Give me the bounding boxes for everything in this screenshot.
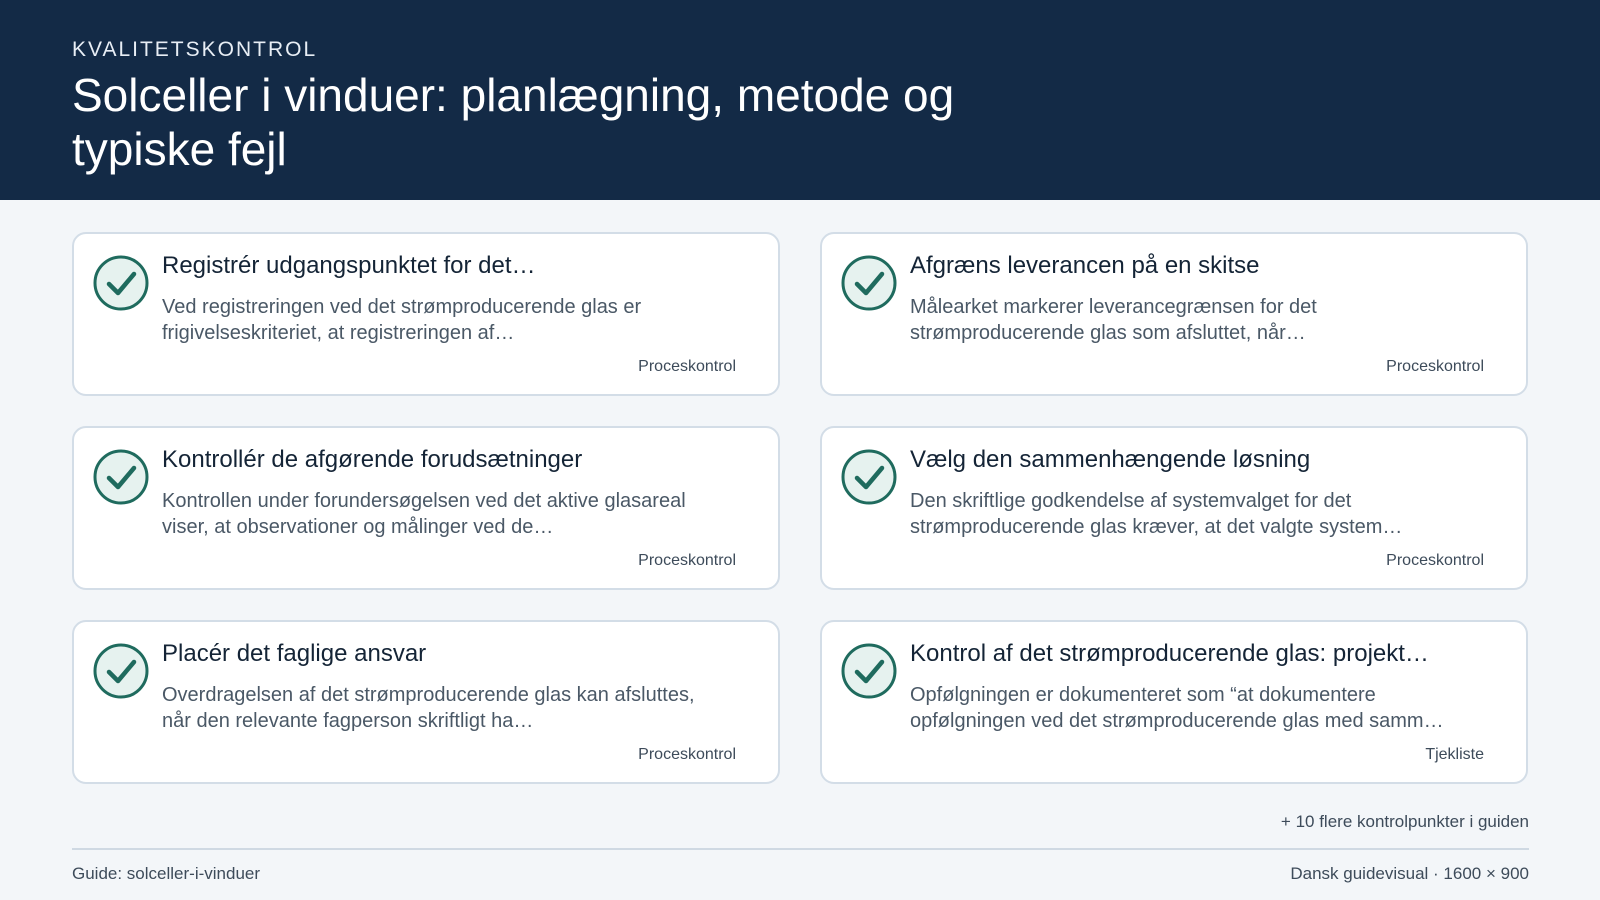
card-title: Afgræns leverancen på en skitse (910, 252, 1260, 279)
checkpoint-card[interactable] (72, 426, 780, 590)
card-description: Kontrollen under forundersøgelsen ved det aktive glasareal viser, at observationer og målinger ved de… (162, 490, 686, 538)
header (0, 0, 1600, 200)
checkpoint-card[interactable] (820, 232, 1528, 396)
check-circle-icon (92, 642, 150, 700)
page-title: Solceller i vinduer: planlægning, metode og typiske fejl (72, 69, 955, 175)
card-tag: Proceskontrol (638, 552, 736, 569)
check-circle-icon (840, 254, 898, 312)
checkpoint-card[interactable] (72, 232, 780, 396)
checkpoint-card[interactable] (820, 620, 1528, 784)
check-circle-icon (92, 448, 150, 506)
more-checkpoints-link[interactable]: + 10 flere kontrolpunkter i guiden (1280, 812, 1529, 831)
card-title: Kontrol af det strømproducerende glas: projekt… (910, 640, 1429, 667)
card-tag: Proceskontrol (1386, 358, 1484, 375)
card-description: Opfølgningen er dokumenteret som “at dokumentere opfølgningen ved det strømproducerende glas med samm… (910, 684, 1444, 732)
check-circle-icon (92, 254, 150, 312)
checkpoint-card[interactable] (820, 426, 1528, 590)
card-title: Placér det faglige ansvar (162, 640, 427, 667)
card-tag: Proceskontrol (638, 358, 736, 375)
check-circle-icon (840, 448, 898, 506)
footer-credit: Dansk guidevisual · 1600 × 900 (1290, 864, 1529, 883)
card-title: Vælg den sammenhængende løsning (910, 446, 1311, 473)
card-tag: Tjekliste (1425, 746, 1484, 763)
card-description: Målearket markerer leverancegrænsen for det strømproducerende glas som afsluttet, når… (910, 296, 1317, 344)
footer-divider (72, 848, 1529, 850)
card-description: Ved registreringen ved det strømproducerende glas er frigivelseskriteriet, at registreringen af… (162, 296, 642, 344)
eyebrow-label: KVALITETSKONTROL (72, 38, 318, 61)
card-description: Den skriftlige godkendelse af systemvalget for det strømproducerende glas kræver, at det valgte system… (910, 490, 1403, 538)
checkpoint-card[interactable] (72, 620, 780, 784)
card-description: Overdragelsen af det strømproducerende glas kan afsluttes, når den relevante fagperson skriftligt ha… (162, 684, 695, 732)
check-circle-icon (840, 642, 898, 700)
card-tag: Proceskontrol (638, 746, 736, 763)
card-title: Registrér udgangspunktet for det… (162, 252, 536, 279)
checkpoint-grid (72, 232, 1529, 784)
card-title: Kontrollér de afgørende forudsætninger (162, 446, 583, 473)
footer-guide-label: Guide: solceller-i-vinduer (72, 864, 261, 883)
card-tag: Proceskontrol (1386, 552, 1484, 569)
